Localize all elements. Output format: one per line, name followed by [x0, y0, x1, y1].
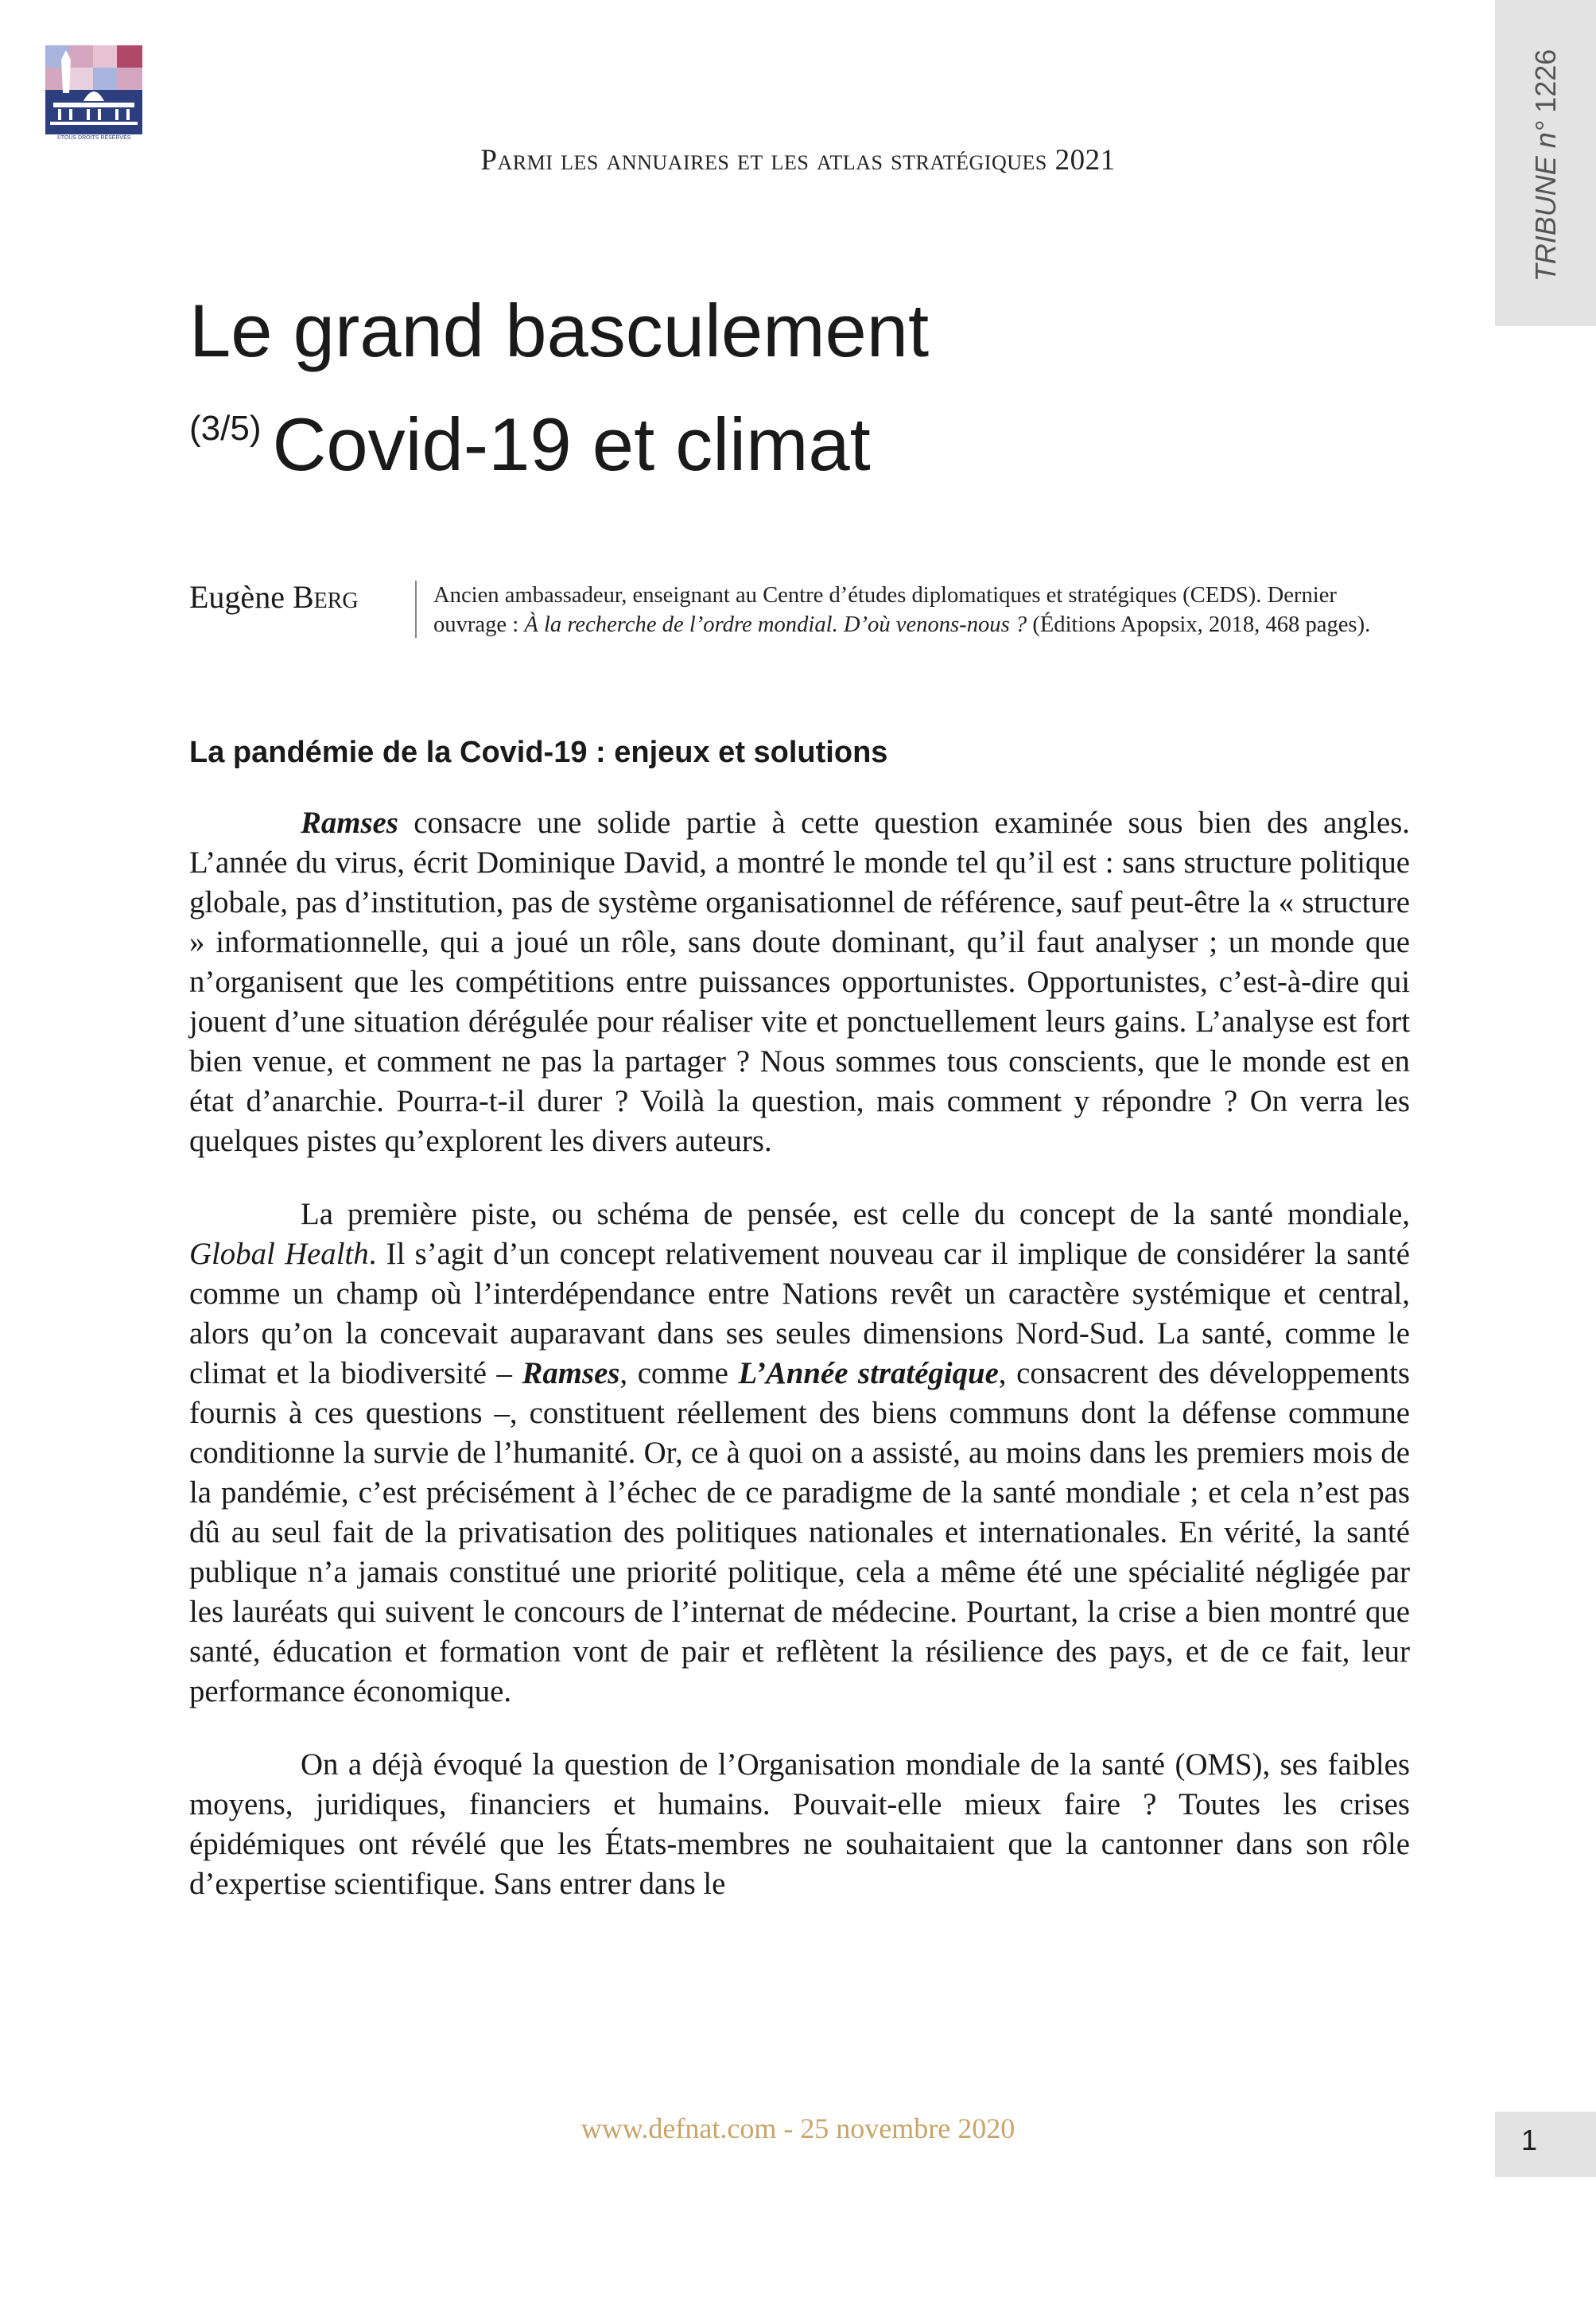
paragraph-1-text: consacre une solide partie à cette question examinée sous bien des angles. L’année du virus, écrit Dominique David, a montré le monde tel qu’il est : sans structure politique globale, pas d’institution, pas de système organisationnel de référence, sauf peut-être la « structure » informationnelle, qui a joué un rôle, sans doute dominant, qu’il faut analyser ; un monde que n’organisent que les compétitions entre puissances opportunistes. Opportunistes, c’est-à-dire qui jouent d’une situation dérégulée pour réaliser vite et ponctuellement leurs gains. L’analyse est fort bien venue, et comment ne pas la partager ? Nous sommes tous conscients, que le monde est en état d’anarchie. Pourra-t-il durer ? Voilà la question, mais comment y répondre ? On verra les quelques pistes qu’explorent les divers auteurs. [189, 806, 1410, 1158]
page-number-tab [1495, 2112, 1596, 2177]
tribune-label-text: TRIBUNE n° [1529, 120, 1562, 282]
subtitle-text: Covid-19 et climat [272, 402, 871, 486]
section-heading: La pandémie de la Covid-19 : enjeux et solutions [189, 736, 888, 769]
logo-caption: ©TOUS DROITS RÉSERVÉS [56, 135, 131, 141]
bio-text-1: Ancien ambassadeur, enseignant au Centre d’études diplomatiques et stratégiques (CEDS). Dernier ouvrage : [433, 583, 1337, 637]
bio-text-2: (Éditions Apopsix, 2018, 468 pages). [1027, 612, 1371, 637]
tribune-number: 1226 [1529, 49, 1562, 113]
paragraph-2-text-a: La première piste, ou schéma de pensée, est celle du concept de la santé mondiale, [301, 1197, 1410, 1231]
author-first-name: Eugène [189, 579, 285, 615]
part-number: (3/5) [189, 409, 262, 448]
article-title: Le grand basculement [189, 289, 930, 372]
bio-book-title: À la recherche de l’ordre mondial. D’où venons-nous ? [524, 612, 1027, 637]
global-health-term: Global Health [189, 1237, 369, 1271]
footer-site-date: www.defnat.com - 25 novembre 2020 [581, 2112, 1015, 2144]
paragraph-1 [189, 803, 1410, 1161]
paragraph-2-text-b: . Il s’agit d’un concept relativement nouveau car il implique de considérer la santé comme un champ où l’interdépendance entre Nations revêt un caractère systémique et central, alors qu’on la concevait auparavant dans ses seules dimensions Nord-Sud. La santé, comme le climat et la biodiversité – [189, 1237, 1410, 1390]
paragraph-3-text: On a déjà évoqué la question de l’Organisation mondiale de la santé (OMS), ses faibles moyens, juridiques, financiers et humains. Pouvait-elle mieux faire ? Toutes les crises épidémiques ont révélé que les États-membres ne souhaitaient que la cantonner dans son rôle d’expertise scientifique. Sans entrer dans le [189, 1747, 1410, 1901]
paragraph-2-text-d: , consacrent des développements fournis à ces questions –, constituent réellement des biens communs dont la défense commune conditionne la survie de l’humanité. Or, ce à quoi on a assisté, au moins dans les premiers mois de la pandémie, c’est précisément à l’échec de ce paradigme de la santé mondiale ; et cela n’est pas dû au seul fait de la privatisation des politiques nationales et internationales. En vérité, la santé publique n’a jamais constitué une priorité politique, cela a même été une spécialité négligée par les lauréats qui suivent le concours de l’internat de médecine. Pourtant, la crise a bien montré que santé, éducation et formation vont de pair et reflètent la résilience des pays, et de ce fait, leur performance économique. [189, 1356, 1410, 1708]
ramses-ref-1: Ramses [301, 806, 398, 840]
author-divider [415, 581, 417, 638]
running-title: Parmi les annuaires et les atlas stratégiques 2021 [480, 144, 1116, 177]
article-body [189, 803, 1410, 1938]
paragraph-3 [189, 1745, 1410, 1904]
article-subtitle [189, 402, 871, 488]
paragraph-2-text-c: , comme [619, 1356, 739, 1390]
paragraph-2 [189, 1195, 1410, 1712]
page-number: 1 [1521, 2124, 1538, 2156]
defense-nationale-logo [45, 45, 142, 141]
author-bio [433, 581, 1412, 639]
author-last-name: Berg [292, 579, 359, 615]
annee-strategique-ref: L’Année stratégique [738, 1356, 999, 1390]
author-name [189, 578, 359, 616]
ramses-ref-2: Ramses [522, 1356, 620, 1390]
